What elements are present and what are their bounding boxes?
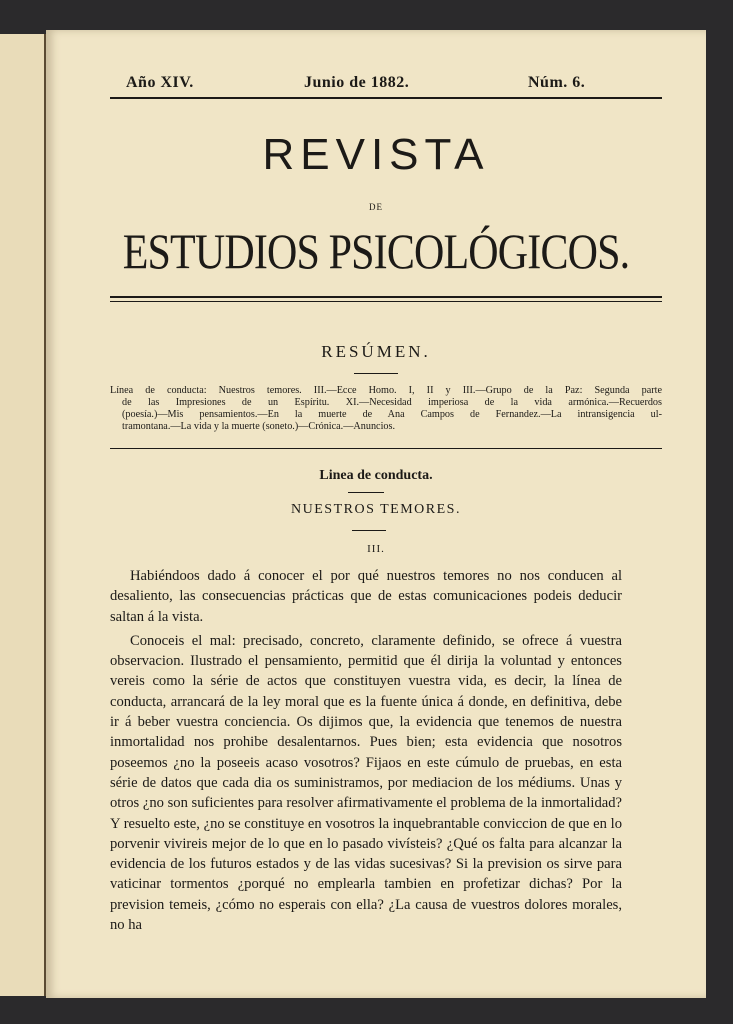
summary-rule [110,448,662,449]
article-part: III. [367,543,385,555]
title-rule-bottom [110,301,662,302]
title-connector: DE [369,202,383,212]
paragraph: Habiéndoos dado á conocer el por qué nuestros temores no nos conducen al desaliento, las consecuencias prácticas que de estas comunicaciones podeis deducir saltan á la vista. [110,568,622,625]
title-estudios: ESTUDIOS PSICOLÓGICOS. [122,223,630,279]
section-title: Linea de conducta. [319,468,433,483]
summary-text [110,385,662,433]
summary-divider [354,373,398,374]
summary-line: (poesía.)—Mis pensamientos.—En la muerte de Ana Campos de Fernandez.—La intransigencia ul- [122,409,662,420]
magazine-page [46,30,706,998]
issue-year: Año XIV. [126,74,194,91]
summary-line: tramontana.—La vida y la muerte (soneto.)—Crónica.—Anuncios. [122,421,396,432]
subtitle-divider [352,530,386,531]
left-page-edge [0,34,46,996]
summary-line: Línea de conducta: Nuestros temores. III.—Ecce Homo. I, II y III.—Grupo de la Paz: Segunda parte [110,385,662,396]
article-body [110,566,622,935]
summary-heading: RESÚMEN. [321,342,431,361]
title-revista: REVISTA [262,130,490,179]
paragraph: Conoceis el mal: precisado, concreto, claramente definido, se ofrece á vuestra observacion. Ilustrado el pensamiento, permitid que él dirija la voluntad y entonces vereis como la série de actos que constituyen vuestra vida, es decir, la línea de conducta, arrancará de la ley moral que es la fuente única á donde, en definitiva, debe ir á beber vuestra conciencia. Os dijimos que, la evidencia que tenemos de nuestra inmortalidad nos prohibe desalentarnos. Pues bien; esta evidencia que nosotros poseemos ¿no la poseeis acaso vosotros? Fijaos en este cúmulo de pruebas, en esta série de datos que cada dia os suministramos, por mediacion de los médiums. Unas y otros ¿no son suficientes para resolver afirmativamente el problema de la inmortalidad? Y resuelto este, ¿no se constituye en vosotros la inquebrantable conviccion de que en lo porvenir vivireis mejor de lo que en lo pasado vivísteis? ¿Qué os falta para alcanzar la evidencia de los futuros estados y de las vidas sucesivas? Si la prevision os sirve para vaticinar tormentos ¿porqué no emplearla tambien en profetizar dichas? Por la prevision temeis, ¿cómo no esperais con ella? ¿La causa de vuestros dolores morales, no ha [110,632,622,934]
header-rule [110,97,662,99]
title-rule-top [110,296,662,298]
issue-number: Núm. 6. [528,74,586,91]
issue-date: Junio de 1882. [304,74,410,91]
summary-line: de las Impresiones de un Espíritu. XI.—Necesidad imperiosa de la vida armónica.—Recuerdos [122,397,662,408]
article-subtitle: NUESTROS TEMORES. [291,502,461,517]
section-divider [348,492,384,493]
